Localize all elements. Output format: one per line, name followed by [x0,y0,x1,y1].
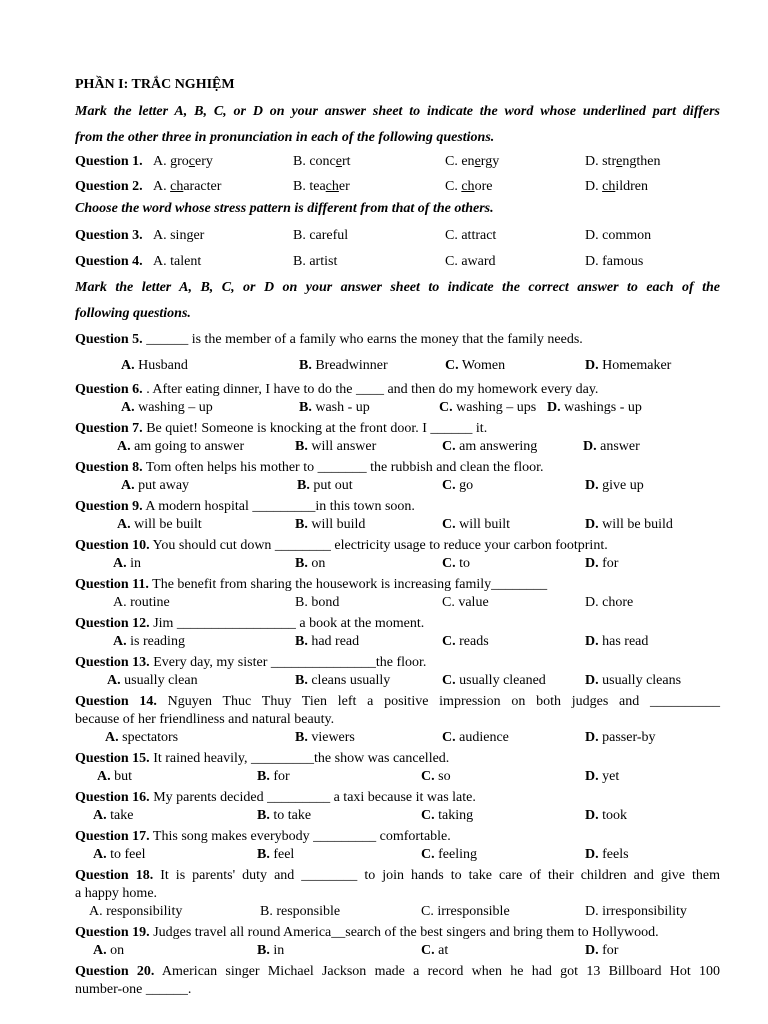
answer-option: A. routine [113,595,170,610]
options-row [75,903,720,921]
section-title: PHẦN I: TRẮC NGHIỆM [75,77,235,92]
option-letter: C. [442,439,456,454]
option-letter: D. [585,517,599,532]
question-label: Question 20. [75,964,155,979]
options-row [75,672,720,690]
answer-option: B. cleans usually [295,673,391,688]
answer-option: D. usually cleans [585,673,682,688]
option-letter: A. [93,943,107,958]
options-row [75,942,720,960]
answer-option: C. audience [442,730,509,745]
answer-option: A. on [93,943,125,958]
answer-option: D. for [585,943,619,958]
option-letter: B. [299,400,312,415]
answer-option: D. answer [583,439,640,454]
answer-option: B. for [257,769,290,784]
answer-option: C. value [442,595,489,610]
question-row [75,178,720,196]
option-letter: D. [547,400,561,415]
answer-option: B. put out [297,478,353,493]
question-label: Question 3. [75,228,143,243]
option-letter: C. [442,634,456,649]
answer-option: D. will be build [585,517,673,532]
answer-option: B. careful [293,228,349,243]
question-text-cont: because of her friendliness and natural beauty. [75,712,335,727]
option-letter: B. [257,808,270,823]
question-text: Every day, my sister _______________the floor. [149,655,427,670]
answer-option: D. yet [585,769,620,784]
underlined-part: e [335,154,342,169]
question-label: Question 5. [75,332,143,347]
question-stem [75,693,720,729]
option-letter: C. [421,943,435,958]
question-block [75,789,720,825]
question-block [75,828,720,864]
question-stem [75,498,720,516]
answer-option: C. attract [445,228,497,243]
question-stem [75,963,720,999]
question-row [75,227,720,245]
option-letter: C. [442,517,456,532]
question-text: American singer Michael Jackson made a record when he had got 13 Billboard Hot 100 [154,964,720,979]
option-letter: D. [583,439,597,454]
answer-option: A. to feel [93,847,146,862]
question-text: A modern hospital _________in this town soon. [142,499,415,514]
answer-option: B. responsible [260,904,341,919]
question-text: My parents decided _________ a taxi because it was late. [149,790,476,805]
question-label: Question 10. [75,538,150,553]
answer-option: B. Breadwinner [299,358,388,373]
question-text: . After eating dinner, I have to do the ____ and then do my homework every day. [142,382,599,397]
answer-option: B. on [295,556,326,571]
option-letter: C. [445,358,459,373]
instruction-correct-2: following questions. [75,306,191,321]
answer-option: D. strengthen [585,154,661,169]
question-stem [75,867,720,903]
options-row [75,768,720,786]
question-row [75,253,720,271]
underlined-part: ch [325,179,339,194]
question-block [75,381,720,417]
question-stem [75,789,720,807]
question-block [75,615,720,651]
question-text: It rained heavily, _________the show was cancelled. [149,751,450,766]
answer-option: B. feel [257,847,295,862]
question-text: You should cut down ________ electricity usage to reduce your carbon footprint. [149,538,608,553]
question-stem [75,576,720,594]
answer-option: B. teacher [293,179,350,194]
option-letter: B. [295,634,308,649]
answer-option: D. Homemaker [585,358,672,373]
option-letter: D. [585,478,599,493]
question-block [75,331,720,375]
option-letter: B. [257,769,270,784]
answer-option: A. character [153,179,222,194]
options-row [75,357,720,375]
option-letter: D. [585,556,599,571]
answer-option: D. famous [585,254,644,269]
question-label: Question 6. [75,382,143,397]
answer-option: A. grocery [153,154,213,169]
question-label: Question 16. [75,790,150,805]
question-text: Judges travel all round America__search of the best singers and bring them to Hollywood. [149,925,659,940]
option-letter: B. [297,478,310,493]
option-letter: A. [93,808,107,823]
answer-option: C. will built [442,517,511,532]
option-letter: A. [121,358,135,373]
instruction-correct-1: Mark the letter A, B, C, or D on your answer sheet to indicate the correct answer to each of the [75,280,720,295]
question-block [75,654,720,690]
answer-option: B. artist [293,254,338,269]
answer-option: A. Husband [121,358,188,373]
option-letter: C. [439,400,453,415]
question-text: This song makes everybody _________ comfortable. [149,829,451,844]
instruction-pronunciation-1: Mark the letter A, B, C, or D on your answer sheet to indicate the word whose underlined part differs [75,104,720,119]
option-letter: B. [295,517,308,532]
question-label: Question 4. [75,254,143,269]
answer-option: D. feels [585,847,629,862]
question-label: Question 15. [75,751,150,766]
option-letter: B. [295,439,308,454]
question-stem [75,459,720,477]
instruction-stress: Choose the word whose stress pattern is different from that of the others. [75,201,494,216]
question-label: Question 1. [75,154,143,169]
question-text: Nguyen Thuc Thuy Tien left a positive impression on both judges and __________ [156,694,721,709]
answer-option: A. am going to answer [117,439,245,454]
answer-option: B. to take [257,808,312,823]
answer-option: C. Women [445,358,506,373]
options-row [75,633,720,651]
answer-option: B. concert [293,154,351,169]
answer-option: C. chore [445,179,493,194]
question-stem [75,828,720,846]
answer-option: D. took [585,808,628,823]
option-letter: C. [421,847,435,862]
options-row [75,516,720,534]
answer-option: B. in [257,943,285,958]
option-letter: C. [421,808,435,823]
answer-option: C. to [442,556,471,571]
question-line [75,867,720,885]
question-row [75,153,720,171]
answer-option: A. is reading [113,634,185,649]
option-letter: D. [585,358,599,373]
option-letter: D. [585,847,599,862]
answer-option: C. usually cleaned [442,673,546,688]
question-label: Question 8. [75,460,143,475]
options-row [75,399,720,417]
underlined-part: ch [170,179,184,194]
answer-option: B. will build [295,517,366,532]
option-letter: B. [257,847,270,862]
question-block [75,924,720,960]
question-block [75,750,720,786]
question-label: Question 7. [75,421,143,436]
question-stem [75,924,720,942]
answer-option: D. common [585,228,652,243]
question-stem [75,420,720,438]
option-letter: D. [585,769,599,784]
answer-option: C. go [442,478,474,493]
answer-option: A. usually clean [107,673,198,688]
answer-option: C. taking [421,808,474,823]
instruction-pronunciation-2: from the other three in pronunciation in each of the following questions. [75,130,495,145]
option-letter: A. [113,556,127,571]
question-stem [75,750,720,768]
question-stem [75,537,720,555]
answer-option: A. singer [153,228,205,243]
answer-option: C. so [421,769,451,784]
options-row [75,594,720,612]
option-letter: A. [121,478,135,493]
underlined-part: ch [602,179,616,194]
question-label: Question 19. [75,925,150,940]
answer-option: C. irresponsible [421,904,510,919]
option-letter: D. [585,808,599,823]
answer-option: A. spectators [105,730,179,745]
question-text: The benefit from sharing the housework is increasing family________ [148,577,548,592]
question-label: Question 14. [75,694,157,709]
option-letter: C. [421,769,435,784]
answer-option: C. reads [442,634,489,649]
option-letter: D. [585,730,599,745]
answer-option: D. washings - up [547,400,642,415]
underlined-part: e [616,154,623,169]
answer-option: C. at [421,943,449,958]
answer-option: A. will be built [117,517,202,532]
answer-option: B. wash - up [299,400,370,415]
option-letter: C. [442,478,456,493]
exam-page [75,76,720,999]
question-label: Question 18. [75,868,154,883]
question-stem [75,331,720,349]
option-letter: B. [299,358,312,373]
option-letter: C. [442,673,456,688]
option-letter: C. [442,730,456,745]
answer-option: D. children [585,179,648,194]
option-letter: A. [113,634,127,649]
question-label: Question 11. [75,577,149,592]
question-block [75,537,720,573]
answer-option: D. chore [585,595,634,610]
question-text: ______ is the member of a family who earns the money that the family needs. [142,332,583,347]
answer-option: C. washing – ups [439,400,537,415]
answer-option: B. had read [295,634,360,649]
option-letter: A. [93,847,107,862]
question-label: Question 9. [75,499,143,514]
option-letter: A. [121,400,135,415]
question-text-cont: a happy home. [75,886,158,901]
answer-option: D. has read [585,634,649,649]
option-letter: D. [585,673,599,688]
question-line [75,963,720,981]
options-row [75,438,720,456]
answer-option: D. irresponsibility [585,904,687,919]
answer-option: C. am answering [442,439,538,454]
question-text: Be quiet! Someone is knocking at the front door. I ______ it. [142,421,488,436]
question-label: Question 17. [75,829,150,844]
question-line [75,693,720,711]
answer-option: B. will answer [295,439,377,454]
question-block [75,576,720,612]
option-letter: A. [117,517,131,532]
question-stem [75,381,720,399]
answer-option: A. washing – up [121,400,213,415]
option-letter: A. [117,439,131,454]
underlined-part: c [188,154,195,169]
option-letter: D. [585,943,599,958]
option-letter: B. [257,943,270,958]
question-stem [75,654,720,672]
answer-option: D. for [585,556,619,571]
question-text-cont: number-one ______. [75,982,192,997]
underlined-part: ch [461,179,475,194]
answer-option: C. award [445,254,496,269]
options-row [75,846,720,864]
answer-option: D. give up [585,478,644,493]
options-row [75,555,720,573]
question-block [75,498,720,534]
underlined-part: e [474,154,481,169]
option-letter: B. [295,673,308,688]
option-letter: C. [442,556,456,571]
answer-option: A. take [93,808,134,823]
options-row [75,807,720,825]
option-letter: D. [585,634,599,649]
question-stem [75,615,720,633]
options-row [75,477,720,495]
answer-option: D. passer-by [585,730,656,745]
options-row [75,729,720,747]
option-letter: B. [295,730,308,745]
answer-option: A. in [113,556,142,571]
question-block [75,459,720,495]
option-letter: A. [105,730,119,745]
question-block [75,963,720,999]
answer-option: A. put away [121,478,190,493]
answer-option: C. energy [445,154,500,169]
option-letter: A. [97,769,111,784]
answer-option: C. feeling [421,847,477,862]
option-letter: B. [295,556,308,571]
answer-option: A. talent [153,254,202,269]
question-block [75,420,720,456]
answer-option: B. viewers [295,730,355,745]
option-letter: A. [107,673,121,688]
question-text: Jim _________________ a book at the moment. [149,616,425,631]
question-block [75,867,720,921]
answer-option: B. bond [295,595,340,610]
question-label: Question 2. [75,179,143,194]
answer-option: A. responsibility [89,904,183,919]
question-text: Tom often helps his mother to _______ the rubbish and clean the floor. [142,460,544,475]
question-label: Question 12. [75,616,150,631]
question-text: It is parents' duty and ________ to join hands to take care of their children and give them [153,868,720,883]
question-block [75,693,720,747]
question-label: Question 13. [75,655,150,670]
answer-option: A. but [97,769,133,784]
